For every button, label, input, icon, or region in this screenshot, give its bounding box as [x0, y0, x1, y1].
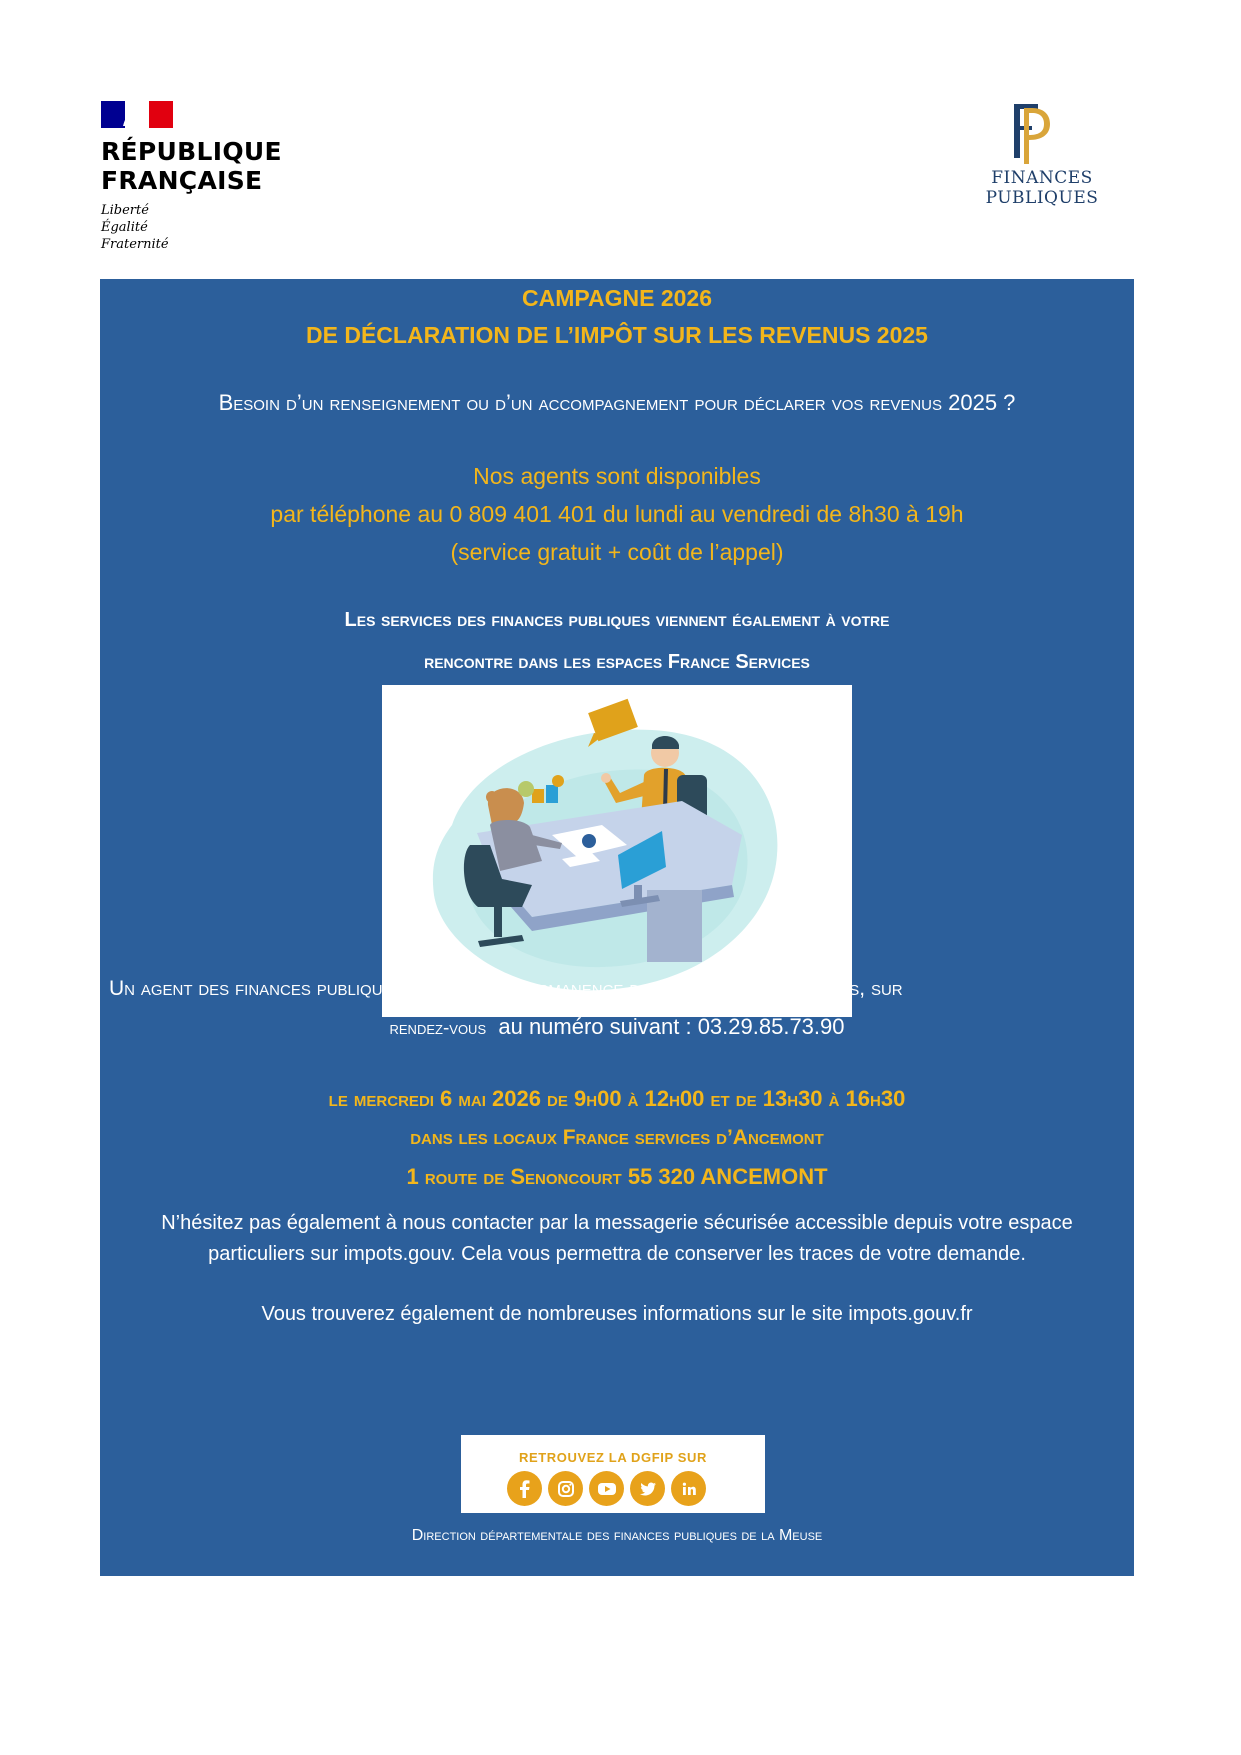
- republique-francaise-logo: [101, 101, 301, 253]
- instagram-icon[interactable]: [548, 1471, 583, 1506]
- rf-motto: [101, 202, 301, 253]
- motto-egalite: Égalité: [101, 220, 148, 235]
- fp-monogram-icon: [998, 100, 1056, 166]
- rf-name-line2: FRANÇAISE: [101, 166, 263, 195]
- messaging-line1: N’hésitez pas également à nous contacter par la messagerie sécurisée accessible depuis votre espace: [161, 1212, 1073, 1234]
- services-line2: rencontre dans les espaces France Services: [424, 651, 810, 673]
- social-label: RETROUVEZ LA DGFIP SUR: [519, 1450, 707, 1465]
- motto-liberte: Liberté: [101, 203, 149, 218]
- messaging-line2: particuliers sur impots.gouv. Cela vous permettra de conserver les traces de votre demande.: [208, 1243, 1026, 1265]
- services-line1: Les services des finances publiques viennent également à votre: [344, 609, 890, 631]
- rf-name: [101, 137, 301, 195]
- date-line: le mercredi 6 mai 2026 de 9h00 à 12h00 et de 13h30 à 16h30: [328, 1086, 906, 1111]
- question-line: Besoin d’un renseignement ou d’un accompagnement pour déclarer vos revenus 2025 ?: [218, 390, 1016, 415]
- tricolor-flag-icon: [101, 101, 173, 128]
- footer-direction: Direction départementale des finances publiques de la Meuse: [411, 1527, 823, 1544]
- agents-line3: (service gratuit + coût de l’appel): [450, 539, 784, 565]
- fp-name: FINANCES PUBLIQUES: [985, 168, 1099, 208]
- office-meeting-illustration: [382, 685, 852, 1017]
- meeting-scene-icon: [382, 685, 852, 1017]
- social-banner: [461, 1435, 765, 1513]
- permanence-line1: Un agent des finances publiques tiendra une permanence de réception des usagers, sur: [109, 977, 903, 1000]
- finances-publiques-logo: [942, 100, 1142, 208]
- place-line: dans les locaux France services d’Ancemont: [410, 1126, 824, 1149]
- agents-line2: par téléphone au 0 809 401 401 du lundi au vendredi de 8h30 à 19h: [270, 501, 964, 527]
- linkedin-icon[interactable]: [671, 1471, 706, 1506]
- appointment-phone: au numéro suivant : 03.29.85.73.90: [498, 1014, 845, 1039]
- motto-fraternite: Fraternité: [101, 237, 169, 252]
- address-line: 1 route de Senoncourt 55 320 ANCEMONT: [406, 1164, 828, 1189]
- agents-line1: Nos agents sont disponibles: [473, 463, 761, 489]
- youtube-icon[interactable]: [589, 1471, 624, 1506]
- facebook-icon[interactable]: [507, 1471, 542, 1506]
- rendez-vous-label: rendez-vous: [389, 1018, 487, 1039]
- site-line: Vous trouverez également de nombreuses informations sur le site impots.gouv.fr: [261, 1303, 973, 1325]
- title-line2: DE DÉCLARATION DE L’IMPÔT SUR LES REVENUS 2025: [306, 322, 928, 348]
- twitter-icon[interactable]: [630, 1471, 665, 1506]
- title-line1: CAMPAGNE 2026: [521, 285, 713, 311]
- marianne-icon: [117, 104, 151, 128]
- permanence-line2: [100, 1014, 1134, 1040]
- info-panel: [100, 279, 1134, 1576]
- rf-name-line1: RÉPUBLIQUE: [101, 137, 282, 166]
